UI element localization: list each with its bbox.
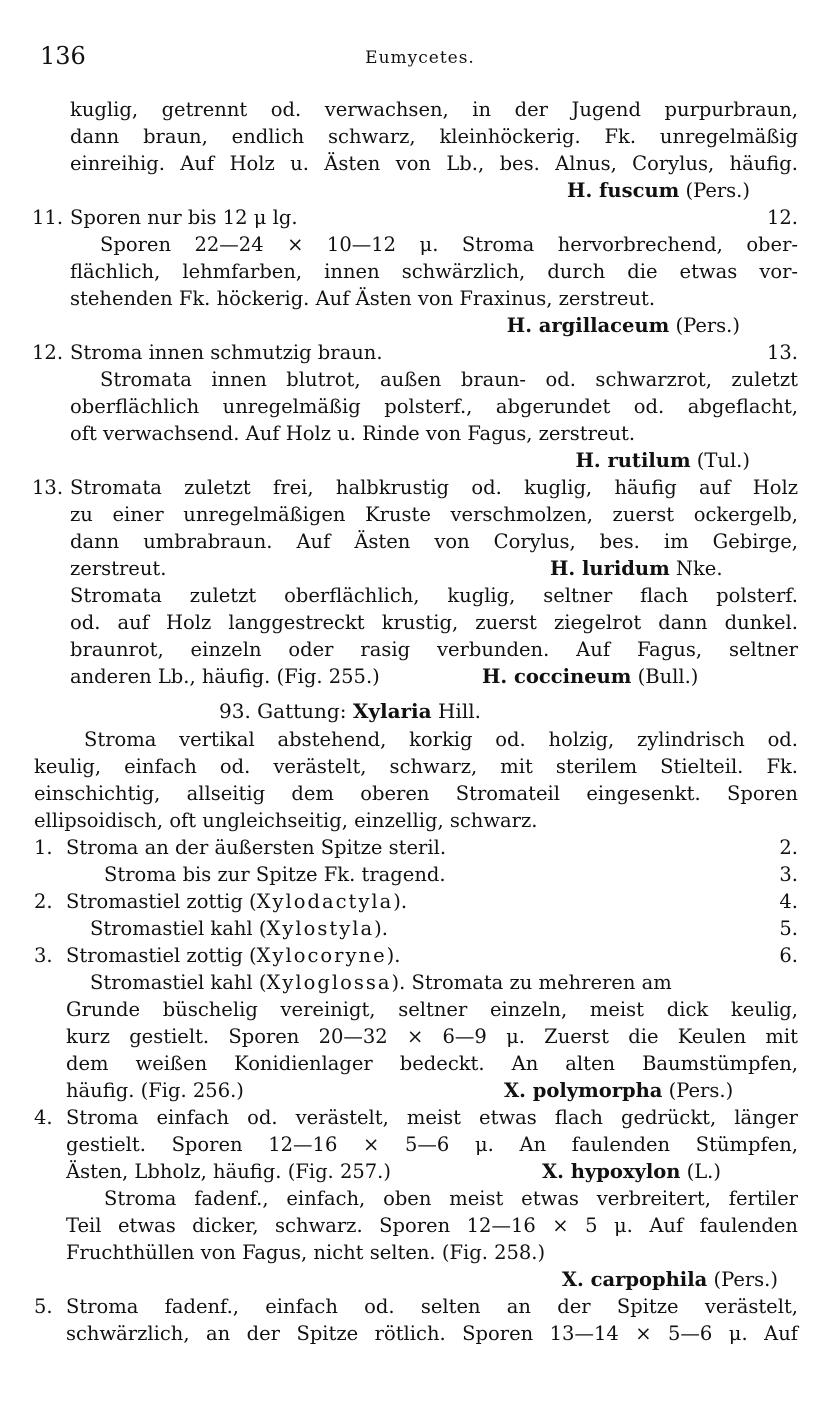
key-line: [34, 1294, 798, 1320]
text-line: Stroma fadenf., einfach, oben meist etwas verbreitert, fertiler: [104, 1187, 798, 1210]
subgenus-name: Xyloglossa: [266, 971, 392, 994]
key-number: 12.: [32, 341, 64, 364]
species-author: (Pers.): [679, 179, 750, 202]
key-line: [34, 943, 798, 969]
key-text: Stromastiel zottig (: [66, 890, 257, 913]
text-line: Stromata innen blutrot, außen braun- od. schwarzrot, zuletzt: [100, 368, 798, 391]
text-line: ellipsoidisch, oft ungleichseitig, einzellig, schwarz.: [34, 809, 538, 832]
species-author: (Bull.): [631, 665, 699, 688]
key-reference: 2.: [779, 836, 798, 859]
key-text: Stroma fadenf., einfach od. selten an der Spitze verästelt,: [66, 1295, 798, 1318]
key-line: [90, 916, 798, 942]
text-line: dem weißen Konidienlager bedeckt. An alten Baumstümpfen,: [66, 1052, 798, 1075]
key-line: [32, 340, 798, 366]
text-segment: zerstreut.: [70, 557, 167, 580]
text-line: einschichtig, allseitig dem oberen Stromateil eingesenkt. Sporen: [34, 782, 798, 805]
text-line: flächlich, lehmfarben, innen schwärzlich, durch die etwas vor-: [70, 260, 798, 283]
text-line: zu einer unregelmäßigen Kruste verschmolzen, zuerst ockergelb,: [70, 503, 798, 526]
text-line: Stromata zuletzt oberflächlich, kuglig, seltner flach polsterf.: [70, 584, 798, 607]
species-line: [70, 556, 798, 582]
text-line: stehenden Fk. höckerig. Auf Ästen von Fraxinus, zerstreut.: [70, 287, 656, 310]
species-author: (Pers.): [669, 314, 740, 337]
page-header: [40, 42, 800, 76]
species-author: (Tul.): [690, 449, 750, 472]
text-line: oberflächlich unregelmäßig polsterf., abgerundet od. abgeflacht,: [70, 395, 798, 418]
key-line: [32, 205, 798, 231]
subgenus-name: Xylodactyla: [256, 890, 394, 913]
key-reference: 12.: [766, 206, 798, 229]
text-line: od. auf Holz langgestreckt krustig, zuerst ziegelrot dann dunkel.: [70, 611, 798, 634]
species-author: Nke.: [669, 557, 723, 580]
heading-prefix: 93. Gattung:: [219, 699, 353, 723]
text-line: einreihig. Auf Holz u. Ästen von Lb., bes. Alnus, Corylus, häufig.: [70, 152, 798, 175]
key-reference: 13.: [766, 341, 798, 364]
species-line: [70, 664, 798, 690]
key-line: [104, 862, 798, 888]
text-line: schwärzlich, an der Spitze rötlich. Sporen 13—14 × 5—6 μ. Auf: [66, 1322, 798, 1345]
key-text: Stromastiel zottig (: [66, 944, 257, 967]
key-text: ).: [374, 917, 388, 940]
species-author: (L.): [680, 1160, 721, 1183]
key-text: Stromata zuletzt frei, halbkrustig od. kuglig, häufig auf Holz: [70, 476, 798, 499]
key-text: Stroma bis zur Spitze Fk. tragend.: [104, 863, 446, 886]
species-line: [66, 1267, 798, 1293]
species-name: X. hypoxylon: [542, 1160, 681, 1183]
text-line: dann umbrabraun. Auf Ästen von Corylus, bes. im Gebirge,: [70, 530, 798, 553]
species-line: [70, 313, 798, 339]
key-line: [34, 835, 798, 861]
key-text: Stroma innen schmutzig braun.: [70, 341, 383, 364]
text-line: braunrot, einzeln oder rasig verbunden. Auf Fagus, seltner: [70, 638, 798, 661]
species-name: X. carpophila: [561, 1268, 708, 1291]
species-author: (Pers.): [707, 1268, 778, 1291]
key-reference: 5.: [779, 917, 798, 940]
species-name: H. rutilum: [575, 449, 691, 472]
text-line: kuglig, getrennt od. verwachsen, in der Jugend purpurbraun,: [70, 98, 798, 121]
key-text: Stroma einfach od. verästelt, meist etwas flach gedrückt, länger: [66, 1106, 798, 1129]
text-line: Fruchthüllen von Fagus, nicht selten. (Fig. 258.): [66, 1241, 546, 1264]
text-segment: Ästen, Lbholz, häufig. (Fig. 257.): [66, 1160, 391, 1183]
text-segment: häufig. (Fig. 256.): [66, 1079, 244, 1102]
key-text: ). Stromata zu mehreren am: [391, 971, 672, 994]
text-line: kurz gestielt. Sporen 20—32 × 6—9 μ. Zuerst die Keulen mit: [66, 1025, 798, 1048]
text-line: keulig, einfach od. verästelt, schwarz, mit sterilem Stielteil. Fk.: [34, 755, 798, 778]
species-line: [66, 1078, 798, 1104]
text-line: Grunde büschelig vereinigt, seltner einzeln, meist dick keulig,: [66, 998, 798, 1021]
key-reference: 4.: [779, 890, 798, 913]
key-line: [34, 889, 798, 915]
key-text: Sporen nur bis 12 μ lg.: [70, 206, 298, 229]
key-reference: 3.: [779, 863, 798, 886]
key-number: 13.: [32, 476, 64, 499]
key-text: ).: [393, 890, 408, 913]
species-line: [70, 178, 798, 204]
text-line: Sporen 22—24 × 10—12 μ. Stroma hervorbrechend, ober-: [100, 233, 798, 256]
subgenus-name: Xylostyla: [266, 917, 375, 940]
species-name: H. fuscum: [567, 179, 680, 202]
key-number: 4.: [34, 1106, 53, 1129]
species-author: (Pers.): [662, 1079, 734, 1102]
text-line: oft verwachsend. Auf Holz u. Rinde von Fagus, zerstreut.: [70, 422, 636, 445]
key-line: [32, 475, 798, 501]
key-text: Stromastiel kahl (: [90, 971, 267, 994]
text-line: dann braun, endlich schwarz, kleinhöckerig. Fk. unregelmäßig: [70, 125, 798, 148]
page-number: 136: [40, 42, 86, 70]
key-number: 5.: [34, 1295, 53, 1318]
species-line: [66, 1159, 798, 1185]
key-number: 2.: [34, 890, 53, 913]
key-reference: 6.: [779, 944, 798, 967]
key-line: [90, 970, 798, 996]
species-line: [70, 448, 798, 474]
text-line: gestielt. Sporen 12—16 × 5—6 μ. An faulenden Stümpfen,: [66, 1133, 798, 1156]
species-name: H. coccineum: [482, 665, 632, 688]
running-head: Eumycetes.: [365, 48, 475, 68]
key-line: [34, 1105, 798, 1131]
species-name: H. argillaceum: [506, 314, 670, 337]
key-number: 1.: [34, 836, 53, 859]
key-text: Stromastiel kahl (: [90, 917, 267, 940]
genus-heading: [0, 698, 765, 724]
text-line: Stroma vertikal abstehend, korkig od. holzig, zylindrisch od.: [84, 728, 798, 751]
key-text: Stroma an der äußersten Spitze steril.: [66, 836, 447, 859]
text-line: Teil etwas dicker, schwarz. Sporen 12—16 × 5 μ. Auf faulenden: [66, 1214, 798, 1237]
subgenus-name: Xylocoryne: [256, 944, 387, 967]
key-number: 11.: [32, 206, 64, 229]
key-text: ).: [386, 944, 401, 967]
species-name: X. polymorpha: [504, 1079, 663, 1102]
key-number: 3.: [34, 944, 53, 967]
genus-author: Hill.: [431, 699, 481, 723]
genus-name: Xylaria: [352, 699, 432, 723]
species-name: H. luridum: [550, 557, 670, 580]
text-segment: anderen Lb., häufig. (Fig. 255.): [70, 665, 380, 688]
